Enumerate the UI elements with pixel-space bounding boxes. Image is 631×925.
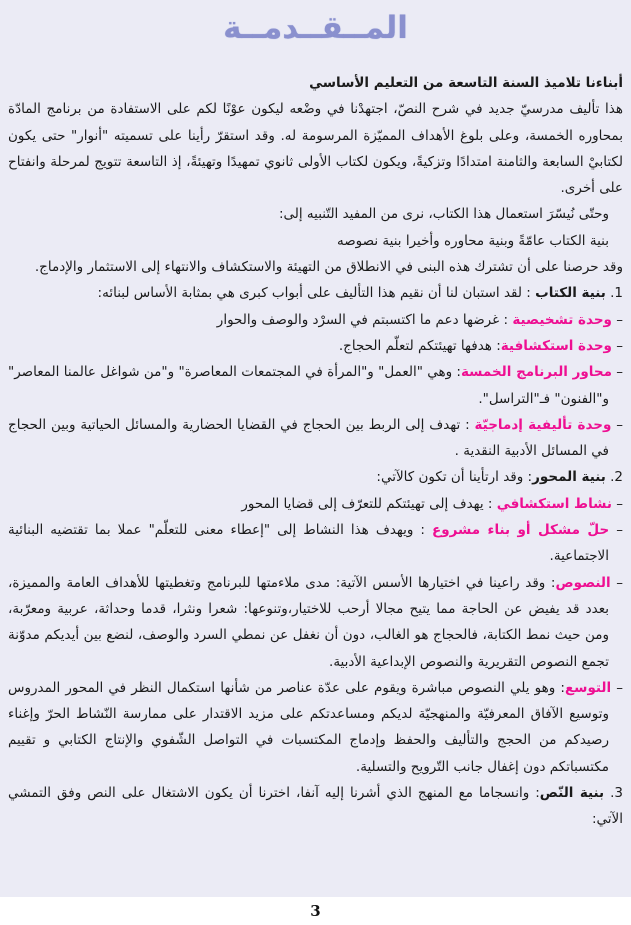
unit-item-program-axes bbox=[8, 359, 623, 412]
section-heading: بنية المحور bbox=[532, 469, 606, 486]
dash-bullet: – bbox=[616, 679, 623, 696]
unit-text: : ويهدف هذا النشاط إلى "إعطاء معنى للتعلّم" عملا بما تقتضيه البنائية الاجتماعية. bbox=[8, 522, 609, 565]
unit-heading: حلّ مشكل أو بناء مشروع bbox=[432, 522, 610, 539]
unit-item-problem-solving bbox=[8, 517, 623, 570]
section-number: 3. bbox=[610, 785, 623, 802]
unit-text: : وهي "العمل" و"المرأة في المجتمعات المعاصرة" و"من شواغل عالمنا المعاصر" و"الفنون" فـ"التراسل". bbox=[8, 364, 609, 407]
salutation-line: أبناءنا تلاميذ السنة التاسعة من التعليم الأساسي bbox=[309, 75, 623, 91]
dash-bullet: – bbox=[616, 337, 623, 354]
dash-bullet: – bbox=[616, 364, 624, 381]
unit-text: : وهو يلي النصوص مباشرة ويقوم على عدّة عناصر من شأنها استكمال النظر في المحور المدروس وتوسيع الآفاق المعرفيّة والمنهجيّة لديكم ومساعدتكم على مزيد الاقتدار على ممارسة النّشاط الحرّ وإغناء رصيدكم من الحجج والتأليف والحفظ وإدماج المكتسبات في التواصل الشّفوي والإنتاج الكتابي و تقييم مكتسباتكم دون إغفال جانب التّرويح والتسلية. bbox=[8, 679, 609, 775]
unit-heading: وحدة تشخيصية bbox=[512, 311, 612, 328]
intro-paragraph: هذا تأليف مدرسيّ جديد في شرح النصّ، اجتهدْنا في وضْعه ليكون عوْنًا لكم على الاستفادة من برنامج المادّة بمحاوره الخمسة، وعلى بلوغ الأهداف المميّزة المرسومة له. وقد استقرّ رأينا على تسميته "أنوار" حتى يكون لكتابيْ السابعة والثامنة امتدادًا وتزكيةً، ويكون لكتاب الأولى ثانوي تمهيدًا وتهيئةً، إذ التاسعة تتويج لمرحلة وانفتاح على أخرى. bbox=[8, 101, 623, 197]
common-principle-paragraph: وقد حرصنا على أن تشترك هذه البنى في الانطلاق من التهيئة والاستكشاف والانتهاء إلى الاستثمار والإدماج. bbox=[34, 259, 623, 276]
unit-heading: وحدة تأليفية إدماجيّة bbox=[474, 416, 612, 433]
unit-item-expansion bbox=[8, 675, 623, 780]
dash-bullet: – bbox=[616, 311, 623, 328]
unit-item-diagnostic bbox=[8, 307, 623, 333]
section-text: : وقد ارتأينا أن تكون كالآتي: bbox=[376, 469, 533, 486]
unit-item-integrative bbox=[8, 412, 623, 465]
unit-text: : تهدف إلى الربط بين الحجاج في القضايا الحضارية والمسائل الحياتية وبين الحجاج في المسائل الأدبية النقدية . bbox=[8, 416, 609, 460]
section-number: 1. bbox=[610, 285, 623, 302]
usage-note-line: وحتّى نُيسّرَ استعمال هذا الكتاب، نرى من المفيد التّنبيه إلى: bbox=[278, 206, 609, 223]
unit-text: : غرضها دعم ما اكتسبتم في السرْد والوصف والحوار bbox=[216, 311, 513, 328]
unit-text: : وقد راعينا في اختيارها الأسس الآتية: مدى ملاءمتها للبرنامج وتغطيتها للأهداف العامة والمميزة، بعدد قد يفيض عن الحاجة مما يتيح مجالا أرحب للاختيار،وتنوعها: شعرا ونثرا، قدما وحداثة، عربية ومعرّبة، ومن حيث نمط الكتابة، فالحجاج هو الغالب، دون أن نغفل عن نمطي السرد والوصف، لنضع بين أيديكم مدوّنة تجمع النصوص التقريرية والنصوص الإبداعية الأدبية. bbox=[8, 574, 609, 670]
unit-heading: التوسع bbox=[564, 679, 612, 696]
dash-bullet: – bbox=[616, 522, 623, 539]
dash-bullet: – bbox=[616, 574, 623, 591]
unit-text: : يهدف إلى تهيئتكم للتعرّف إلى قضايا المحور bbox=[241, 495, 497, 512]
section-heading: بنية النّص bbox=[539, 785, 605, 802]
unit-heading: نشاط استكشافي bbox=[496, 495, 612, 512]
dash-bullet: – bbox=[616, 416, 623, 433]
page-number: 3 bbox=[310, 902, 321, 920]
unit-item-exploratory bbox=[8, 333, 623, 359]
unit-heading: محاور البرنامج الخمسة bbox=[460, 364, 612, 381]
unit-heading: النصوص bbox=[555, 574, 611, 591]
section-number: 2. bbox=[610, 469, 623, 486]
document-body bbox=[8, 70, 623, 833]
unit-heading: وحدة استكشافية bbox=[500, 337, 612, 354]
unit-item-exploration-activity bbox=[8, 491, 623, 517]
dash-bullet: – bbox=[616, 495, 623, 512]
section-book-structure bbox=[8, 280, 623, 306]
section-text-structure bbox=[8, 780, 623, 833]
unit-item-texts bbox=[8, 570, 623, 675]
structures-list-line: بنية الكتاب عامّةً وبنية محاوره وأخيرا بنية نصوصه bbox=[336, 232, 609, 249]
page-title: المــقــدمــة bbox=[223, 10, 408, 46]
section-heading: بنية الكتاب bbox=[535, 285, 606, 302]
section-text: : لقد استبان لنا أن نقيم هذا التأليف على أبواب كبرى هي بمثابة الأساس لبنائه: bbox=[97, 285, 536, 302]
page-footer bbox=[0, 897, 631, 925]
unit-text: : هدفها تهيئتكم لتعلّم الحجاج. bbox=[338, 337, 501, 354]
section-text: : وانسجاما مع المنهج الذي أشرنا إليه آنفا، اخترنا أن يكون الاشتغال على النص وفق التمشي الآتي: bbox=[8, 785, 623, 828]
section-axis-structure bbox=[8, 464, 623, 490]
